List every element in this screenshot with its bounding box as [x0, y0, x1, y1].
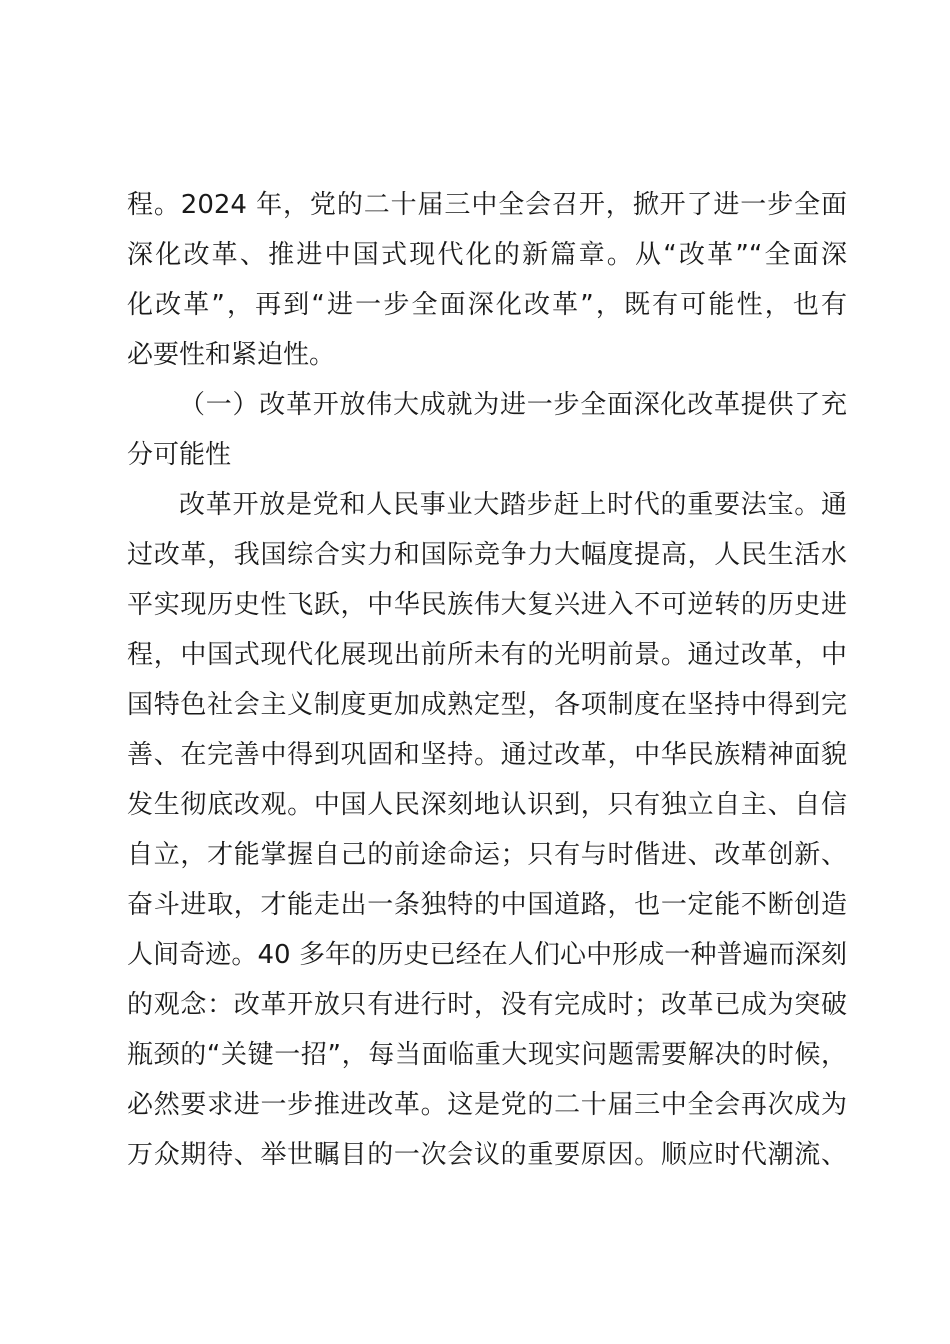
text-line: 程，中国式现代化展现出前所未有的光明前景。通过改革，中 [127, 640, 847, 670]
text-line: 自立，才能掌握自己的前途命运；只有与时偕进、改革创新、 [127, 840, 847, 870]
text-line: 奋斗进取，才能走出一条独特的中国道路，也一定能不断创造 [127, 890, 847, 920]
section-heading [127, 380, 847, 480]
text-line: 必然要求进一步推进改革。这是党的二十届三中全会再次成为 [127, 1090, 847, 1120]
heading-line: （一）改革开放伟大成就为进一步全面深化改革提供了充 [179, 390, 847, 420]
document-body [127, 180, 847, 1180]
text-line: 的观念：改革开放只有进行时，没有完成时；改革已成为突破 [127, 990, 847, 1020]
paragraph-intro [127, 180, 847, 380]
heading-line: 分可能性 [127, 440, 232, 470]
text-line: 平实现历史性飞跃，中华民族伟大复兴进入不可逆转的历史进 [127, 590, 847, 620]
text-line: 瓶颈的“关键一招”，每当面临重大现实问题需要解决的时候， [127, 1040, 847, 1070]
text-line: 深化改革、推进中国式现代化的新篇章。从“改革”“全面深 [127, 240, 847, 270]
text-line: 程。2024 年，党的二十届三中全会召开，掀开了进一步全面 [127, 190, 847, 220]
text-line: 万众期待、举世瞩目的一次会议的重要原因。顺应时代潮流、 [127, 1140, 847, 1170]
text-line: 人间奇迹。40 多年的历史已经在人们心中形成一种普遍而深刻 [127, 940, 847, 970]
text-line: 国特色社会主义制度更加成熟定型，各项制度在坚持中得到完 [127, 690, 847, 720]
text-line: 发生彻底改观。中国人民深刻地认识到，只有独立自主、自信 [127, 790, 847, 820]
text-line: 过改革，我国综合实力和国际竞争力大幅度提高，人民生活水 [127, 540, 847, 570]
text-line: 化改革”，再到“进一步全面深化改革”，既有可能性，也有 [127, 290, 847, 320]
text-line: 善、在完善中得到巩固和坚持。通过改革，中华民族精神面貌 [127, 740, 847, 770]
text-line: 必要性和紧迫性。 [127, 340, 336, 370]
paragraph-body [127, 480, 847, 1180]
text-line: 改革开放是党和人民事业大踏步赶上时代的重要法宝。通 [179, 490, 847, 520]
